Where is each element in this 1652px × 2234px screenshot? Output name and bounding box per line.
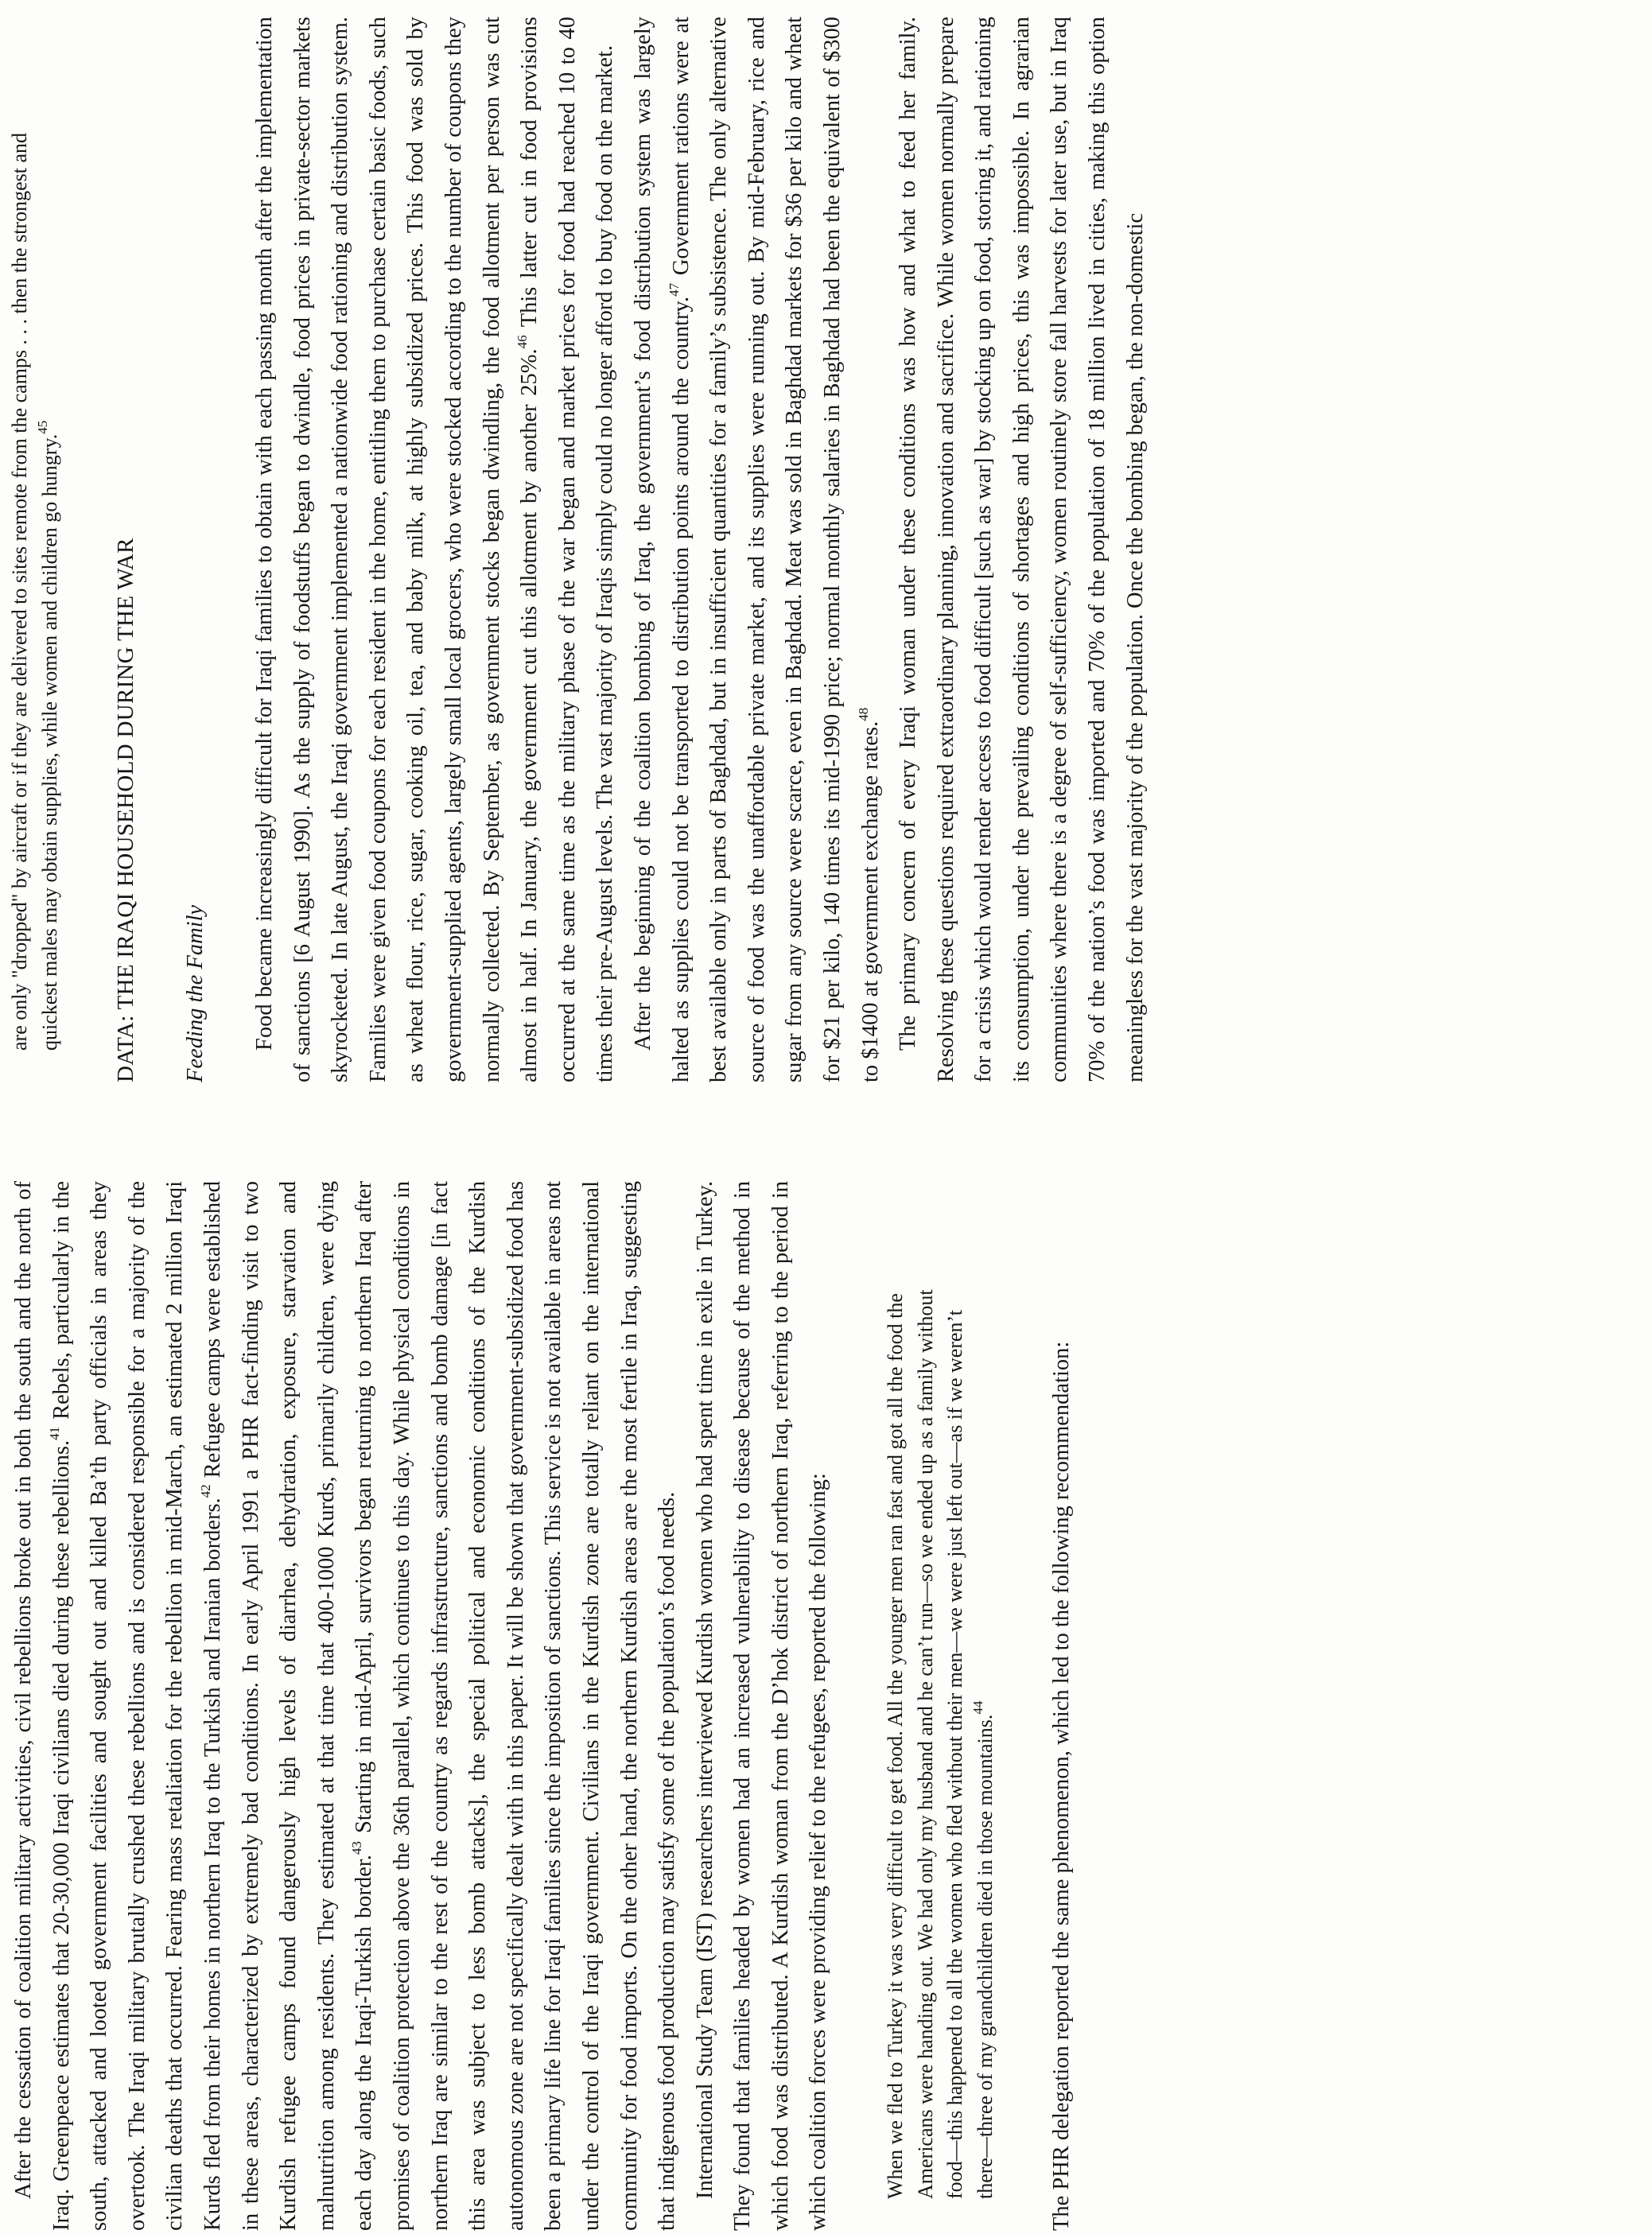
footnote-ref-42: 42 xyxy=(197,1484,213,1498)
coalition-bombing-paragraph: After the beginning of the coalition bombing of Iraq, the government’s food distribution system was largely halted as supplies could not be transported to distribution points around the country.$^{47}$ Government rations were at best available only in parts of Baghdad, but in insufficient quantities for a family’s subsistence. The only alternative source of food was the unaffordable private market, and its supplies were running out. By mid-February, rice and sugar from any source were scarce, even in Baghdad. Meat was sold in Baghdad markets for $36 per kilo and wheat for $21 per kilo, 140 times its mid-1990 price; normal monthly salaries in Baghdad had been the equivalent of $300 to $1400 at government exchange rates.$^{48}$ xyxy=(630,16,883,1082)
footnote-ref-44: 44 xyxy=(970,1700,985,1715)
footnote-ref-45: 45 xyxy=(34,420,50,434)
footnote-ref-41: 41 xyxy=(46,1426,62,1440)
section-heading: DATA: THE IRAQI HOUSEHOLD DURING THE WAR xyxy=(113,538,138,1082)
subsection-heading: Feeding the Family xyxy=(183,904,208,1082)
footnote-ref-43: 43 xyxy=(349,1841,365,1855)
primary-concern-paragraph: The primary concern of every Iraqi woman under these conditions was how and what to feed her family. Resolving these questions required extraordinary planning, innovation and sacrifice. While women normally prepare for a crisis which would render access to food difficult [such as war] by stocking up on food, storing it, and rationing its consumption, under the prevailing conditions of shortages and high prices, this was impossible. In agrarian communities where there is a degree of self-sufficiency, women routinely store fall harvests for later use, but in Iraq 70% of the nation’s food was imported and 70% of the population of 18 million lived in cities, making this option meaningless for the vast majority of the population. Once the bombing began, the non-domestic xyxy=(896,17,1148,1082)
phr-delegation-paragraph: The PHR delegation reported the same phenomenon, which led to the following recommendation: xyxy=(1049,1341,1075,2231)
rebellions-paragraph: After the cessation of coalition military activities, civil rebellions broke out in both the south and the north of Iraq. Greenpeace estimates that 20-30,000 Iraqi civilians died during these rebellions.$^{41}$ Rebels, particularly in the south, attacked and looted government facilities and sought out and killed Ba’th party officials in areas they overtook. The Iraqi military brutally crushed these rebellions and is considered responsible for a majority of the civilian deaths that occurred. Fearing mass retaliation for the rebellion in mid-March, an estimated 2 million Iraqi Kurds fled from their homes in northern Iraq to the Turkish and Iranian borders.$^{42}$ Refugee camps were established in these areas, characterized by extremely bad conditions. In early April 1991 a PHR fact-finding visit to two Kurdish refugee camps found dangerously high levels of diarrhea, dehydration, exposure, starvation and malnutrition among residents. They estimated at that time that 400-1000 Kurds, primarily children, were dying each day along the Iraqi-Turkish border.$^{43}$ Starting in mid-April, survivors began returning to northern Iraq after promises of coalition protection above the 36th parallel, which continues to this day. While physical conditions in northern Iraq are similar to the rest of the country as regards infrastructure, sanctions and bomb damage [in fact this area was subject to less bomb attacks], the special political and economic conditions of the Kurdish autonomous zone are not specifically dealt with in this paper. It will be shown that government-subsidized food has been a primary life line for Iraqi families since the imposition of sanctions. This service is not available in areas not under the control of the Iraqi government. Civilians in the Kurdish zone are totally reliant on the international community for food imports. On the other hand, the northern Kurdish areas are the most fertile in Iraq, suggesting that indigenous food production may satisfy some of the population’s food needs. xyxy=(11,1181,680,2231)
right-column xyxy=(5,17,1154,1082)
footnote-ref-47: 47 xyxy=(666,282,682,297)
footnote-ref-46: 46 xyxy=(515,335,531,349)
phr-recommendation-quote-tail: are only "dropped" by aircraft or if they are delivered to sites remote from the camps . . . then the strongest and quickest males may obtain supplies, while women and children go hungry.$^{45}$ xyxy=(8,132,61,1051)
footnote-ref-48: 48 xyxy=(855,707,871,721)
left-column xyxy=(5,1181,1081,2231)
food-rationing-paragraph: Food became increasingly difficult for Iraqi families to obtain with each passing month after the implementation of sanctions [6 August 1990]. As the supply of foodstuffs began to dwindle, food prices in private-sector markets skyrocketed. In late August, the Iraqi government implemented a nationwide food rationing and distribution system. Families were given food coupons for each resident in the home, entitling them to purchase certain basic foods, such as wheat flour, rice, sugar, cooking oil, tea, and baby milk, at highly subsidized prices. This food was sold by government-supplied agents, largely small local grocers, who were stocked according to the number of coupons they normally collected. By September, as government stocks began dwindling, the food allotment per person was cut almost in half. In January, the government cut this allotment by another 25%.$^{46}$ This latter cut in food provisions occurred at the same time as the military phase of the war began and market prices for food had reached 10 to 40 times their pre-August levels. The vast majority of Iraqis simply could no longer afford to buy food on the market. xyxy=(252,17,618,1082)
kurdish-woman-quote: When we fled to Turkey it was very difficult to get food. All the younger men ran fast and got all the food the Americans were handing out. We had only my husband and he can’t run—so we ended up as a family without food—this happened to all the women who fled without their men—we were just left out—as if we weren’t there—three of my grandchildren died in those mountains.$^{44}$ xyxy=(884,1289,997,2199)
ist-researchers-paragraph: International Study Team (IST) researchers interviewed Kurdish women who had spent time in exile in Turkey. They found that families headed by women had an increased vulnerability to disease because of the method in which food was distributed. A Kurdish woman from the D’hok district of northern Iraq, referring to the period in which coalition forces were providing relief to the refugees, reported the following: xyxy=(692,1181,831,2231)
